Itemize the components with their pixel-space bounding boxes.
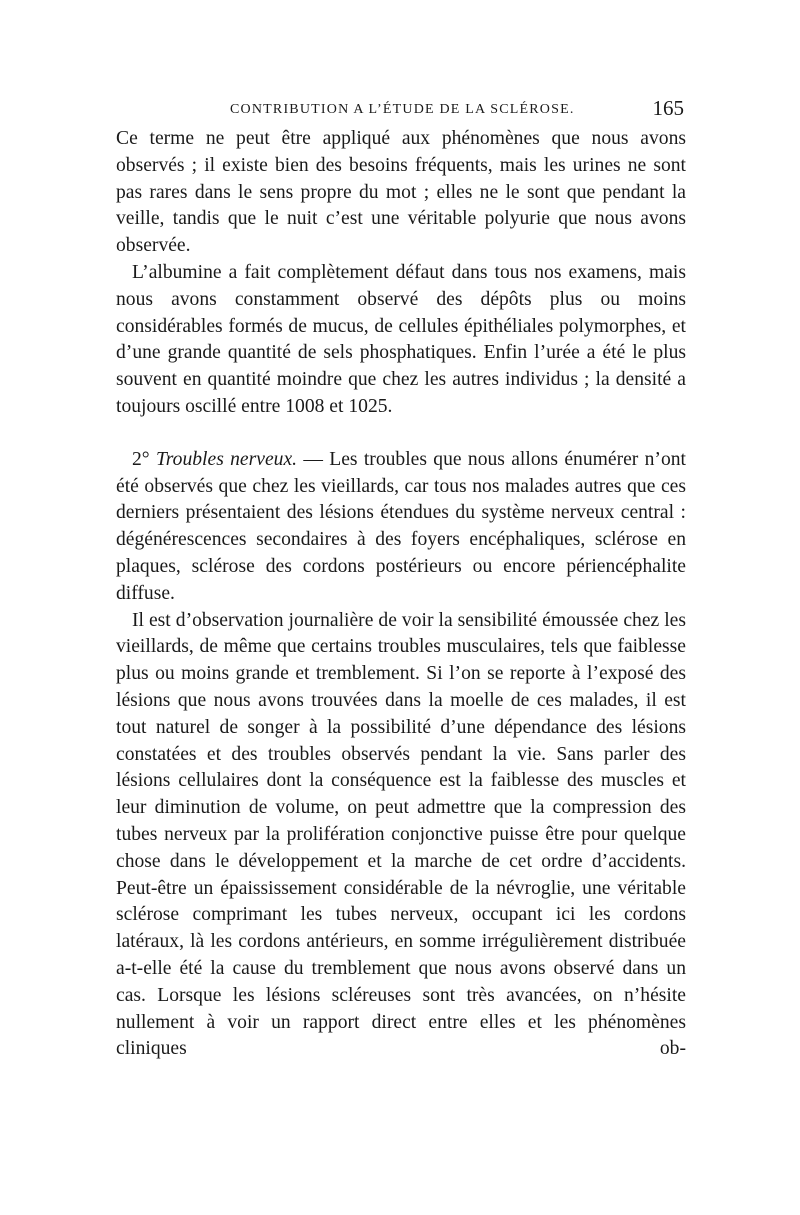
- section-title: Troubles nerveux.: [155, 448, 298, 470]
- section-first-paragraph: Les troubles que nous allons énumérer n’ont été observés que chez les vieillards, car tous nos malades autres que ces derniers présentaient des lésions étendues du système nerveux central : dégénérescences secondaires à des foyers encéphaliques, sclérose en plaques, sclérose des cordons postérieurs ou encore périencéphalite diffuse.: [116, 448, 686, 604]
- running-head: [116, 96, 686, 126]
- page-number: 165: [652, 96, 684, 120]
- book-page: [116, 96, 686, 1063]
- paragraph-sensibilite: Il est d’observation journalière de voir la sensibilité émoussée chez les vieillards, de même que certains troubles musculaires, tels que faiblesse plus ou moins grande et tremblement. Si l’on se reporte à l’exposé des lésions que nous avons trouvées dans la moelle de ces malades, il est tout naturel de songer à la possibilité d’une dépendance des lésions constatées et des troubles observés pendant la vie. Sans parler des lésions cellulaires dont la conséquence est la faiblesse des muscles et leur diminution de volume, on peut admettre que la compression des tubes nerveux par la prolifération conjonctive puisse être pour quelque chose dans le développement et la marche de cet ordre d’accidents. Peut-être un épaississement considérable de la névroglie, une véritable sclérose comprimant les tubes nerveux, occupant ici les cordons latéraux, là les cordons antérieurs, en somme irrégulièrement distribuée a-t-elle été la cause du tremblement que nous avons observé dans un cas. Lorsque les lésions scléreuses sont très avancées, on n’hésite nullement à voir un rapport direct entre elles et les phénomènes cliniques ob-: [116, 609, 686, 1060]
- section-dash: —: [297, 448, 330, 470]
- section-troubles-nerveux: [116, 447, 686, 608]
- running-title: CONTRIBUTION A L’ÉTUDE DE LA SCLÉROSE.: [230, 102, 575, 117]
- paragraph-polyurie: Ce terme ne peut être appliqué aux phénomènes que nous avons observés ; il existe bien des besoins fréquents, mais les urines ne sont pas rares dans le sens propre du mot ; elles ne le sont que pendant la veille, tandis que le nuit c’est une véritable polyurie que nous avons observée.: [116, 128, 686, 257]
- section-spacer: [116, 421, 686, 447]
- paragraph-albumine: L’albumine a fait complètement défaut dans tous nos examens, mais nous avons constamment observé des dépôts plus ou moins considérables formés de mucus, de cellules épithéliales polymorphes, et d’une grande quantité de sels phosphatiques. Enfin l’urée a été le plus souvent en quantité moindre que chez les autres individus ; la densité a toujours oscillé entre 1008 et 1025.: [116, 261, 686, 417]
- section-number: 2°: [132, 448, 150, 470]
